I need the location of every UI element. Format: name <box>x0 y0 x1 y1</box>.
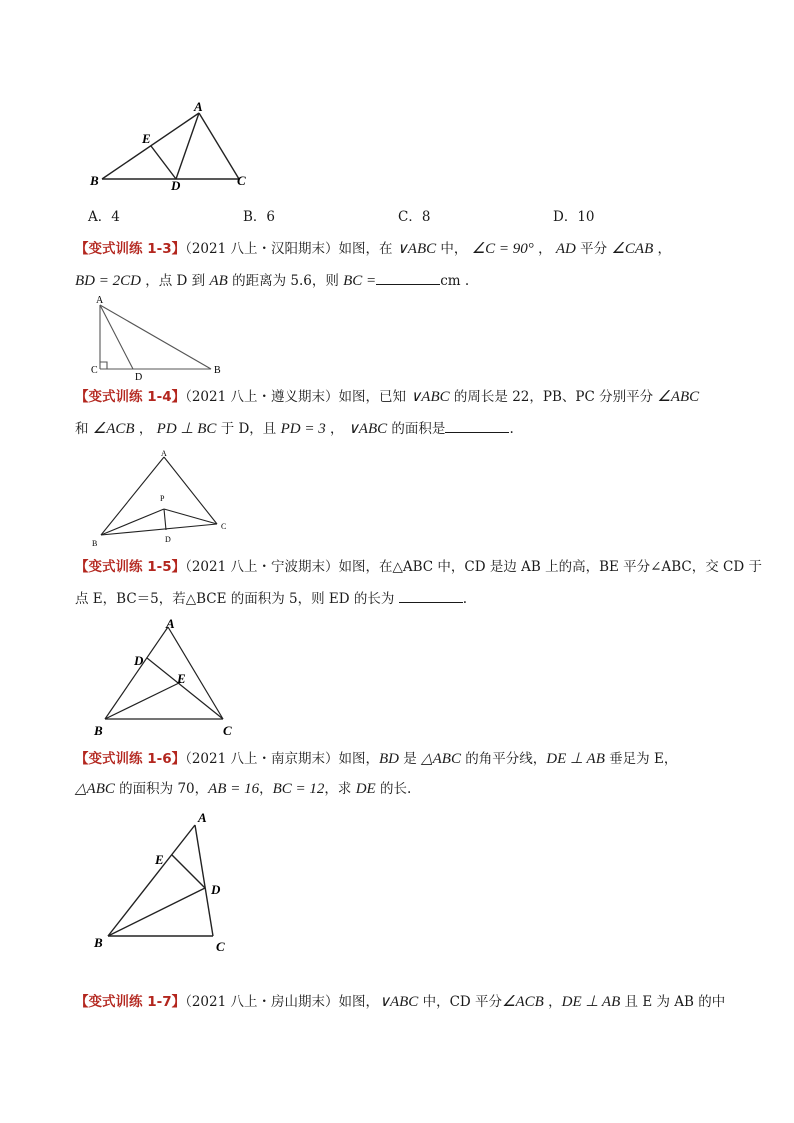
fig15-label-c: C <box>223 723 232 738</box>
problem-1-5-line-2: 点 E，BC＝5，若△BCE 的面积为 5，则 ED 的长为 . <box>75 591 467 607</box>
fig1-label-a: A <box>194 99 203 114</box>
problem-1-5-tag: 【变式训练 1-5】 <box>75 559 186 575</box>
option-a: A．4 <box>88 209 120 225</box>
problem-1-3-line-2: BD = 2CD ，点 D 到 AB 的距离为 5.6，则 BC = cm . <box>75 273 470 289</box>
fig14-label-a: A <box>161 449 167 458</box>
fig15-label-d: D <box>134 653 144 668</box>
fig1-label-d: D <box>171 178 181 193</box>
problem-1-6-tag: 【变式训练 1-6】 <box>75 751 186 767</box>
problem-1-7-tag: 【变式训练 1-7】 <box>75 994 186 1010</box>
problem-1-4-line-1: 【变式训练 1-4】（2021 八上・遵义期末）如图，已知 ∨ABC 的周长是 22，PB、PC 分别平分 ∠ABC <box>75 389 700 405</box>
fig13-label-a: A <box>96 295 104 306</box>
figure-1-triangle <box>85 98 255 193</box>
fig14-label-p: P <box>160 494 165 503</box>
problem-1-6-line-1: 【变式训练 1-6】（2021 八上・南京期末）如图，BD 是 △ABC 的角平分线，DE ⊥ AB 垂足为 E， <box>75 751 678 767</box>
figure-1-4-triangle <box>88 448 238 550</box>
problem-1-6-line-2: △ABC 的面积为 70，AB = 16，BC = 12，求 DE 的长. <box>75 781 412 797</box>
answer-blank[interactable] <box>445 420 509 433</box>
problem-1-3-line-1: 【变式训练 1-3】（2021 八上・汉阳期末）如图，在 ∨ABC 中， ∠C = 90° ， AD 平分 ∠CAB ， <box>75 241 672 257</box>
fig14-label-b: B <box>92 539 98 548</box>
fig15-label-e: E <box>177 671 186 686</box>
figure-1-5-triangle <box>88 613 248 741</box>
fig16-label-e: E <box>155 852 164 867</box>
fig15-label-b: B <box>94 723 103 738</box>
problem-1-4-tag: 【变式训练 1-4】 <box>75 389 186 405</box>
problem-1-3-tag: 【变式训练 1-3】 <box>75 241 186 257</box>
fig14-label-d: D <box>165 535 171 544</box>
problem-1-7-line-1: 【变式训练 1-7】（2021 八上・房山期末）如图，∨ABC 中，CD 平分∠ACB ，DE ⊥ AB 且 E 为 AB 的中 <box>75 994 726 1010</box>
fig15-label-a: A <box>166 616 175 631</box>
fig16-label-b: B <box>94 935 103 950</box>
figure-1-3-right-triangle <box>90 293 230 385</box>
answer-blank[interactable] <box>399 590 463 603</box>
fig13-label-b: B <box>214 365 221 376</box>
fig14-label-c: C <box>221 522 227 531</box>
answer-blank[interactable] <box>376 272 440 285</box>
fig16-label-a: A <box>198 810 207 825</box>
problem-1-5-line-1: 【变式训练 1-5】（2021 八上・宁波期末）如图，在△ABC 中，CD 是边 AB 上的高，BE 平分∠ABC，交 CD 于 <box>75 559 762 575</box>
fig16-label-d: D <box>211 882 221 897</box>
fig16-label-c: C <box>216 939 225 954</box>
fig1-label-e: E <box>142 131 151 146</box>
fig1-label-c: C <box>237 173 246 188</box>
problem-1-4-line-2: 和 ∠ACB ， PD ⊥ BC 于 D，且 PD = 3 ， ∨ABC 的面积是 . <box>75 421 514 437</box>
fig13-label-c: C <box>91 365 98 376</box>
figure-1-6-triangle <box>88 808 248 958</box>
fig13-label-d: D <box>135 372 143 383</box>
fig1-label-b: B <box>90 173 99 188</box>
option-b: B．6 <box>243 209 276 225</box>
option-d: D．10 <box>553 209 595 225</box>
option-c: C．8 <box>398 209 431 225</box>
